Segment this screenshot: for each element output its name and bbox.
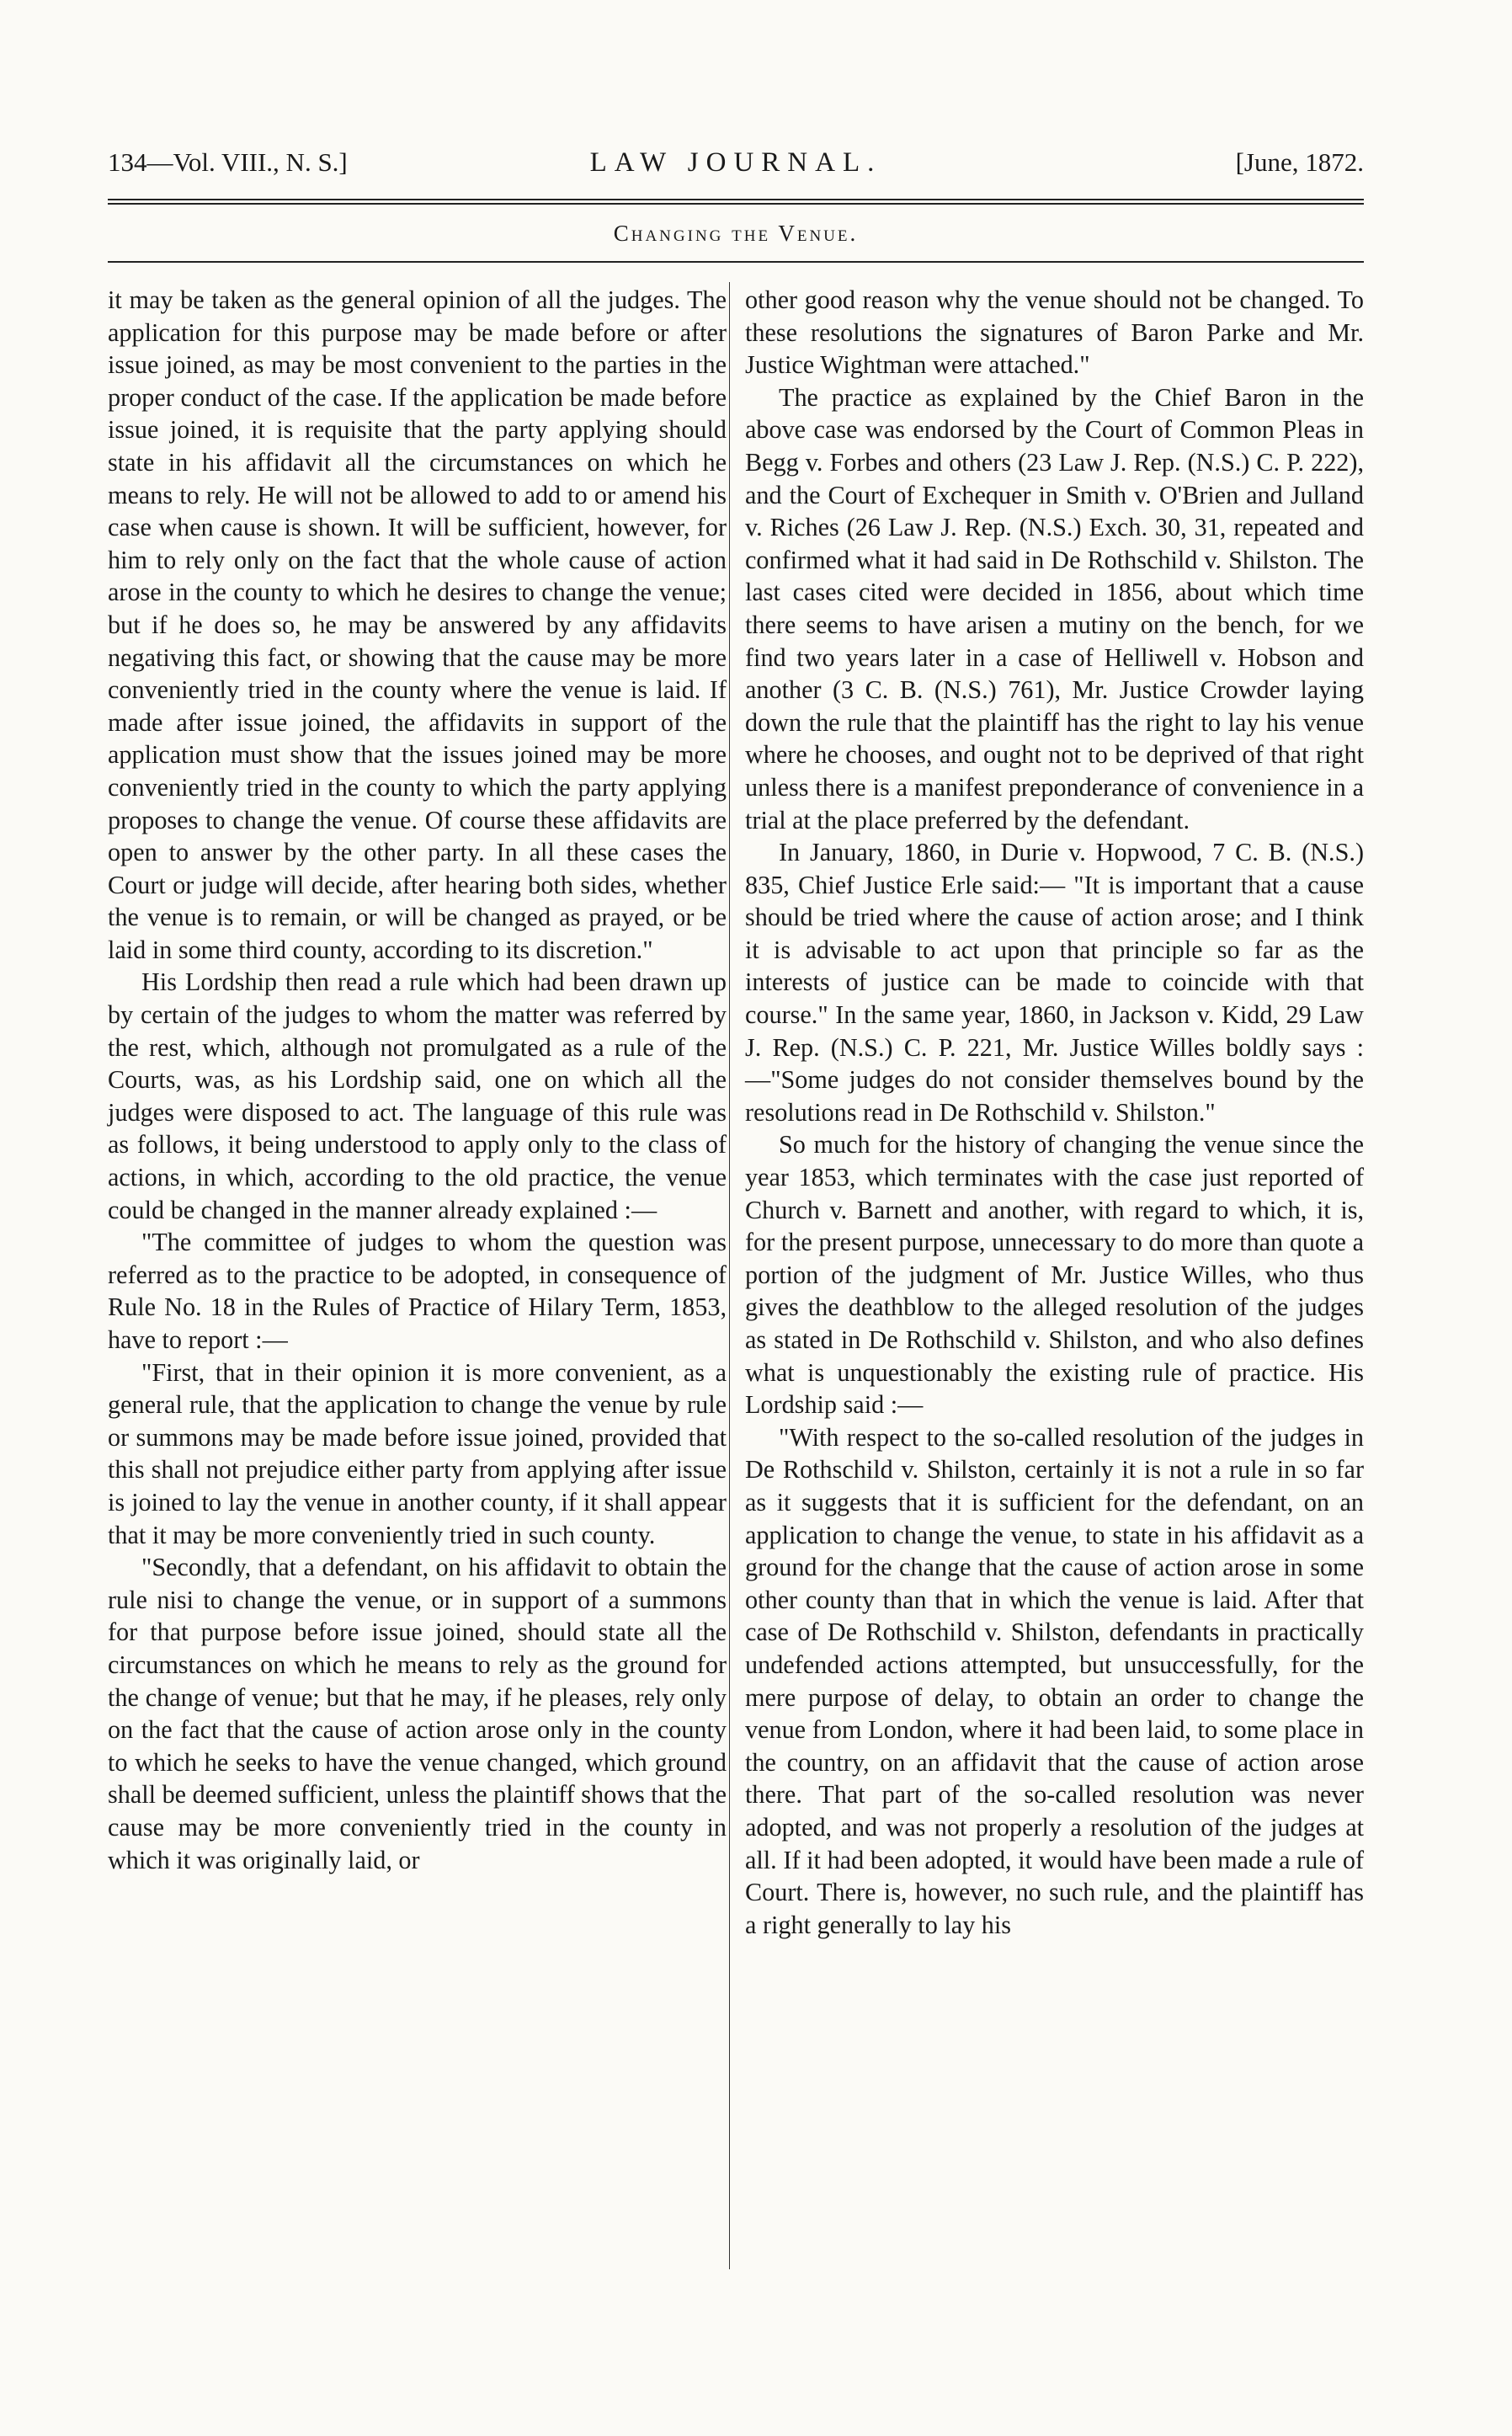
left-column xyxy=(108,284,727,1876)
left-paragraph-4: "First, that in their opinion it is more convenient, as a general rule, that the application to change the venue by rule or summons may be made before issue joined, provided that this shall not prejudice either party from applying after issue is joined to lay the venue in another county, if it shall appear that it may be more conveniently tried in such county. xyxy=(108,1357,727,1549)
header-volume: 134—Vol. VIII., N. S.] xyxy=(108,147,348,177)
header-journal-title: LAW JOURNAL. xyxy=(589,147,882,178)
section-title: Changing the Venue. xyxy=(613,221,859,246)
right-column xyxy=(745,284,1364,1941)
right-paragraph-2: The practice as explained by the Chief Baron in the above case was endorsed by the Court of Common Pleas in Begg v. Forbes and others (23 Law J. Rep. (N.S.) C. P. 222), and the Court of Exchequer in Smith v. O'Brien and Julland v. Riches (26 Law J. Rep. (N.S.) Exch. 30, 31, repeated and confirmed what it had said in De Rothschild v. Shilston. The last cases cited were decided in 1856, about which time there seems to have arisen a mutiny on the bench, for we find two years later in a case of Helliwell v. Hobson and another (3 C. B. (N.S.) 761), Mr. Justice Crowder laying down the rule that the plaintiff has the right to lay his venue where he chooses, and ought not to be deprived of that right unless there is a manifest preponderance of convenience in a trial at the place preferred by the defendant. xyxy=(745,382,1364,834)
right-paragraph-4: So much for the history of changing the venue since the year 1853, which terminates with the case just reported of Church v. Barnett and another, with regard to which, it is, for the present purpose, unnecessary to do more than quote a portion of the judgment of Mr. Justice Willes, who thus gives the deathblow to the alleged resolution of the judges as stated in De Rothschild v. Shilston, and who also defines what is unquestionably the existing rule of practice. His Lordship said :— xyxy=(745,1130,1364,1420)
section-rule xyxy=(108,261,1364,263)
running-header xyxy=(108,141,1364,184)
left-paragraph-3: "The committee of judges to whom the question was referred as to the practice to be adopted, in consequence of Rule No. 18 in the Rules of Practice of Hilary Term, 1853, have to report :— xyxy=(108,1228,727,1354)
right-paragraph-5: "With respect to the so-called resolution of the judges in De Rothschild v. Shilston, certainly it is not a rule in so far as it suggests that it is sufficient for the defendant, on an application to change the venue, to state in his affidavit as a ground for the change that the cause of action arose in some other county than that in which the venue is laid. After that case of De Rothschild v. Shilston, defendants in practically undefended actions attempted, but unsuccessfully, for the mere purpose of delay, to obtain an order to change the venue from London, where it had been laid, to some place in the country, on an affidavit that the cause of action arose there. That part of the so-called resolution was never adopted, and was not properly a resolution of the judges at all. If it had been adopted, it would have been made a rule of Court. There is, however, no such rule, and the plaintiff has a right generally to lay his xyxy=(745,1422,1364,1939)
right-paragraph-1: other good reason why the venue should not be changed. To these resolutions the signatures of Baron Parke and Mr. Justice Wightman were attached." xyxy=(745,285,1364,380)
column-divider xyxy=(729,282,730,2269)
left-paragraph-1: it may be taken as the general opinion of all the judges. The application for this purpose may be made before or after issue joined, as may be most convenient to the parties in the proper conduct of the case. If the application be made before issue joined, it is requisite that the party applying should state in his affidavit all the circumstances on which he means to rely. He will not be allowed to add to or amend his case when cause is shown. It will be sufficient, however, for him to rely only on the fact that the whole cause of action arose in the county to which he desires to change the venue; but if he does so, he may be answered by any affidavits negativing this fact, or showing that the cause may be more conveniently tried in the county where the venue is laid. If made after issue joined, the affidavits in support of the application must show that the issues joined may be more conveniently tried in the county to which the party applying proposes to change the venue. Of course these affidavits are open to answer by the other party. In all these cases the Court or judge will decide, after hearing both sides, whether the venue is to remain, or will be changed as prayed, or be laid in some third county, according to its discretion." xyxy=(108,285,727,964)
right-paragraph-3: In January, 1860, in Durie v. Hopwood, 7 C. B. (N.S.) 835, Chief Justice Erle said:— "It is important that a cause should be tried where the cause of action arose; and I think it is advisable to act upon that principle so far as the interests of justice can be made to coincide with that course." In the same year, 1860, in Jackson v. Kidd, 29 Law J. Rep. (N.S.) C. P. 221, Mr. Justice Willes boldly says :—"Some judges do not consider themselves bound by the resolutions read in De Rothschild v. Shilston." xyxy=(745,838,1364,1127)
header-rule xyxy=(108,199,1364,205)
left-paragraph-2: His Lordship then read a rule which had been drawn up by certain of the judges to whom the matter was referred by the rest, which, although not promulgated as a rule of the Courts, was, as his Lordship said, one on which all the judges were disposed to act. The language of this rule was as follows, it being understood to apply only to the class of actions, in which, according to the old practice, the venue could be changed in the manner already explained :— xyxy=(108,967,727,1224)
header-date: [June, 1872. xyxy=(1235,147,1364,177)
left-paragraph-5: "Secondly, that a defendant, on his affidavit to obtain the rule nisi to change the venue, or in support of a summons for that purpose before issue joined, should state all the circumstances on which he means to rely as the ground for the change of venue; but that he may, if he pleases, rely only on the fact that the cause of action arose only in the county to which he seeks to have the venue changed, which ground shall be deemed sufficient, unless the plaintiff shows that the cause may be more conveniently tried in the county in which it was originally laid, or xyxy=(108,1553,727,1874)
